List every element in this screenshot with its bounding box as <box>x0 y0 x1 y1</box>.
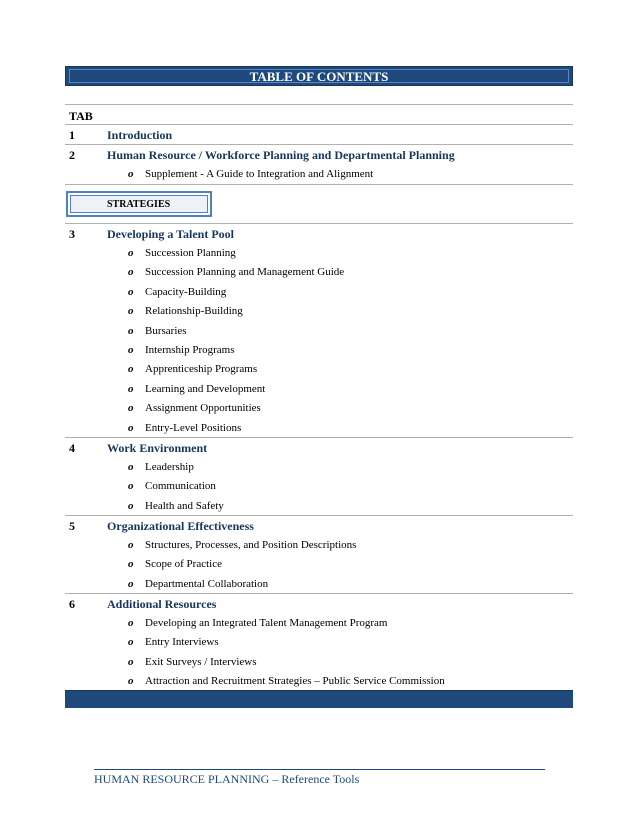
page-footer: HUMAN RESOURCE PLANNING – Reference Tools <box>94 772 360 786</box>
bullet-icon: o <box>128 539 134 551</box>
section-title-work-environment[interactable]: Work Environment <box>107 441 208 455</box>
list-item[interactable]: Assignment Opportunities <box>145 402 261 414</box>
toc-bottom-bar <box>65 690 573 708</box>
list-item[interactable]: Departmental Collaboration <box>145 578 269 590</box>
list-item[interactable]: Health and Safety <box>145 500 224 512</box>
divider <box>65 184 573 185</box>
list-item[interactable]: Succession Planning and Management Guide <box>145 266 345 278</box>
bullet-icon: o <box>128 636 134 648</box>
bullet-icon: o <box>128 422 134 434</box>
bullet-icon: o <box>128 578 134 590</box>
divider <box>65 593 573 594</box>
bullet-icon: o <box>128 266 134 278</box>
section-title-hr-workforce-planning[interactable]: Human Resource / Workforce Planning and Departmental Planning <box>107 148 455 162</box>
section-title-additional-resources[interactable]: Additional Resources <box>107 597 217 611</box>
divider <box>65 124 573 125</box>
list-item[interactable]: Entry-Level Positions <box>145 422 242 434</box>
strategies-box <box>66 191 212 217</box>
footer-rule <box>94 769 545 770</box>
bullet-icon: o <box>128 305 134 317</box>
list-item[interactable]: Leadership <box>145 461 194 473</box>
divider <box>65 104 573 105</box>
bullet-icon: o <box>128 675 134 687</box>
toc-title: TABLE OF CONTENTS <box>249 69 389 84</box>
bullet-icon: o <box>128 480 134 492</box>
list-item[interactable]: Bursaries <box>145 325 187 337</box>
section-title-talent-pool[interactable]: Developing a Talent Pool <box>107 227 235 241</box>
list-item[interactable]: Internship Programs <box>145 344 235 356</box>
list-item[interactable]: Succession Planning <box>145 247 236 259</box>
bullet-icon: o <box>128 325 134 337</box>
section-number: 5 <box>69 519 75 533</box>
bullet-icon: o <box>128 500 134 512</box>
list-item[interactable]: Attraction and Recruitment Strategies – Public Service Commission <box>145 675 445 687</box>
list-item[interactable]: Exit Surveys / Interviews <box>145 656 257 668</box>
bullet-icon: o <box>128 383 134 395</box>
list-item[interactable]: Structures, Processes, and Position Descriptions <box>145 539 357 551</box>
bullet-icon: o <box>128 461 134 473</box>
list-item[interactable]: Capacity-Building <box>145 286 227 298</box>
bullet-icon: o <box>128 656 134 668</box>
section-number: 2 <box>69 148 75 162</box>
section-number: 1 <box>69 128 75 142</box>
list-item[interactable]: Scope of Practice <box>145 558 222 570</box>
bullet-icon: o <box>128 363 134 375</box>
section-number: 3 <box>69 227 75 241</box>
list-item[interactable]: Apprenticeship Programs <box>145 363 258 375</box>
section-number: 6 <box>69 597 75 611</box>
divider <box>65 144 573 145</box>
list-item[interactable]: Relationship-Building <box>145 305 243 317</box>
list-item[interactable]: Developing an Integrated Talent Management Program <box>145 617 388 629</box>
bullet-icon: o <box>128 558 134 570</box>
section-number: 4 <box>69 441 75 455</box>
bullet-icon: o <box>128 402 134 414</box>
bullet-icon: o <box>128 168 134 180</box>
bullet-icon: o <box>128 617 134 629</box>
divider <box>65 437 573 438</box>
divider <box>65 223 573 224</box>
bullet-icon: o <box>128 247 134 259</box>
list-item[interactable]: Supplement - A Guide to Integration and Alignment <box>145 168 374 180</box>
section-title-introduction[interactable]: Introduction <box>107 128 173 142</box>
toc-header-bar <box>65 66 573 86</box>
list-item[interactable]: Entry Interviews <box>145 636 219 648</box>
list-item[interactable]: Communication <box>145 480 216 492</box>
list-item[interactable]: Learning and Development <box>145 383 266 395</box>
divider <box>65 515 573 516</box>
bullet-icon: o <box>128 286 134 298</box>
strategies-label: STRATEGIES <box>107 199 171 210</box>
bullet-icon: o <box>128 344 134 356</box>
section-title-org-effectiveness[interactable]: Organizational Effectiveness <box>107 519 254 533</box>
tab-column-label: TAB <box>69 109 93 123</box>
